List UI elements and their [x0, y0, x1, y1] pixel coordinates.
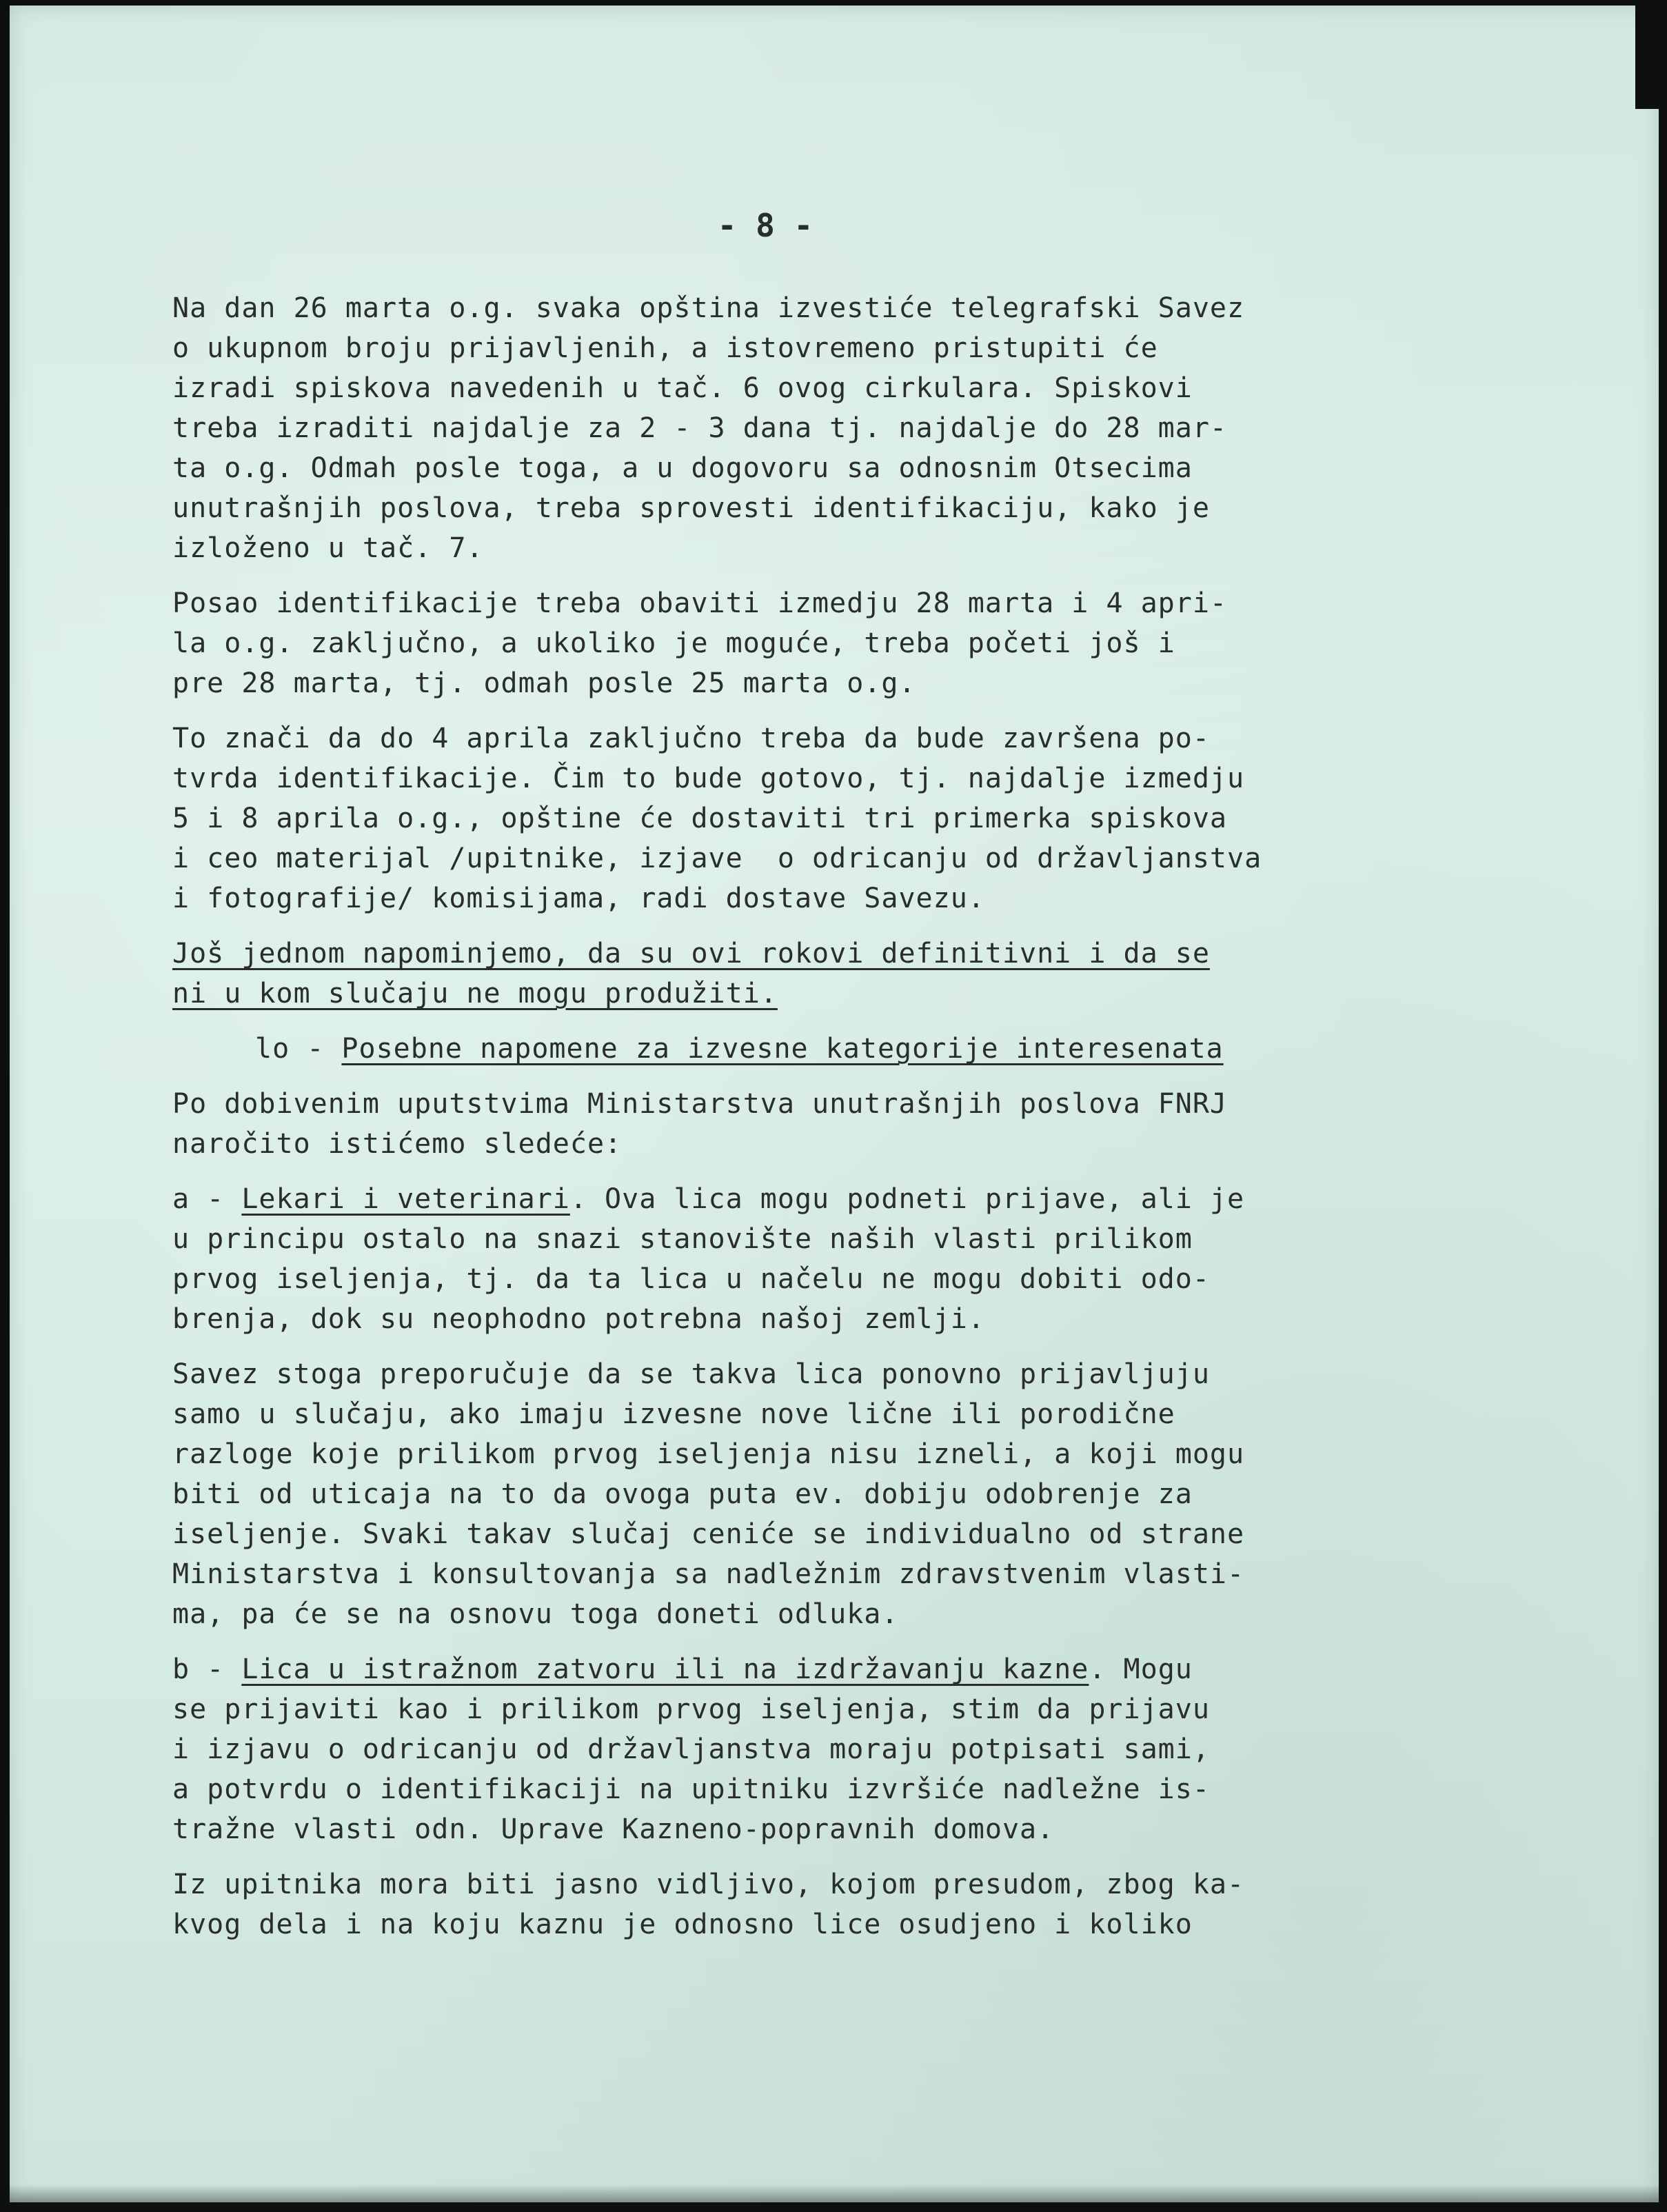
text-line: i izjavu o odricanju od državljanstva moraju potpisati sami, [172, 1733, 1210, 1765]
item-b-lines [172, 1689, 1510, 1849]
item-a-prefix: a - [172, 1183, 242, 1215]
text-line: Ministarstva i konsultovanja sa nadležnim zdravstvenim vlasti- [172, 1558, 1245, 1590]
item-a-lines [172, 1219, 1510, 1339]
paragraph-census-report [172, 288, 1510, 568]
section-heading-10 [172, 1029, 1510, 1069]
text-line: biti od uticaja na to da ovoga puta ev. dobiju odobrenje za [172, 1478, 1193, 1510]
text-line: Po dobivenim uputstvima Ministarstva unutrašnjih poslova FNRJ [172, 1088, 1228, 1120]
text-line: razloge koje prilikom prvog iseljenja nisu izneli, a koji mogu [172, 1438, 1245, 1470]
text-line: i fotografije/ komisijama, radi dostave Savezu. [172, 883, 985, 914]
document-body [172, 207, 1510, 1960]
text-line: pre 28 marta, tj. odmah posle 25 marta o.g. [172, 667, 916, 699]
text-line: naročito istićemo sledeće: [172, 1128, 623, 1160]
text-line: u principu ostalo na snazi stanovište naših vlasti prilikom [172, 1223, 1193, 1255]
paragraph-deadline-warning [172, 934, 1510, 1014]
text-line: Posao identifikacije treba obaviti izmedju 28 marta i 4 apri- [172, 587, 1228, 619]
text-line: iseljenje. Svaki takav slučaj ceniće se individualno od strane [172, 1518, 1245, 1550]
text-line: unutrašnjih poslova, treba sprovesti identifikaciju, kako je [172, 492, 1210, 524]
text-line: 5 i 8 aprila o.g., opštine će dostaviti tri primerka spiskova [172, 803, 1228, 834]
page-number: - 8 - [717, 207, 814, 244]
text-line: izloženo u tač. 7. [172, 532, 484, 564]
item-b-prefix: b - [172, 1653, 242, 1685]
paragraph-identification-period [172, 583, 1510, 703]
scan-bottom-edge [10, 2184, 1659, 2202]
text-line: brenja, dok su neophodno potrebna našoj zemlji. [172, 1303, 985, 1335]
text-line: la o.g. zaključno, a ukoliko je moguće, treba početi još i [172, 627, 1175, 659]
text-line: Iz upitnika mora biti jasno vidljivo, kojom presudom, zbog ka- [172, 1869, 1245, 1900]
item-a-doctors [172, 1179, 1510, 1339]
text-line: Savez stoga preporučuje da se takva lica ponovno prijavljuju [172, 1358, 1210, 1390]
paragraph-deadline-april [172, 718, 1510, 918]
item-a-title: Lekari i veterinari [241, 1183, 570, 1215]
item-b-first-line-rest: . Mogu [1089, 1653, 1193, 1685]
scan-corner-shadow [1635, 6, 1659, 109]
paragraph-savez-recommendation [172, 1354, 1510, 1634]
text-line: Na dan 26 marta o.g. svaka opština izvestiće telegrafski Savez [172, 292, 1245, 324]
text-line: prvog iseljenja, tj. da ta lica u načelu ne mogu dobiti odo- [172, 1263, 1210, 1295]
item-b-title: Lica u istražnom zatvoru ili na izdržavanju kazne [241, 1653, 1089, 1685]
text-line: samo u slučaju, ako imaju izvesne nove lične ili porodične [172, 1398, 1175, 1430]
text-line: o ukupnom broju prijavljenih, a istovremeno pristupiti će [172, 332, 1158, 364]
item-b-detainees [172, 1649, 1510, 1849]
text-line: ta o.g. Odmah posle toga, a u dogovoru sa odnosnim Otsecima [172, 452, 1193, 484]
text-line: izradi spiskova navedenih u tač. 6 ovog cirkulara. Spiskovi [172, 372, 1193, 404]
section-number: lo - [255, 1033, 342, 1065]
text-line: a potvrdu o identifikaciji na upitniku izvršiće nadležne is- [172, 1773, 1210, 1805]
text-line: To znači da do 4 aprila zaključno treba da bude završena po- [172, 723, 1210, 754]
text-line: i ceo materijal /upitnike, izjave o odricanju od državljanstva [172, 843, 1262, 874]
text-line: tvrda identifikacije. Čim to bude gotovo, tj. najdalje izmedju [172, 763, 1245, 794]
text-line: Još jednom napominjemo, da su ovi rokovi definitivni i da se [172, 938, 1210, 969]
section-title: Posebne napomene za izvesne kategorije interesenata [341, 1033, 1224, 1065]
paragraph-questionnaire-sentence [172, 1864, 1510, 1944]
text-line: tražne vlasti odn. Uprave Kazneno-popravnih domova. [172, 1813, 1055, 1845]
text-line: se prijaviti kao i prilikom prvog iseljenja, stim da prijavu [172, 1693, 1210, 1725]
text-line: ma, pa će se na osnovu toga doneti odluka. [172, 1598, 899, 1630]
text-line: treba izraditi najdalje za 2 - 3 dana tj. najdalje do 28 mar- [172, 412, 1228, 444]
item-a-first-line-rest: . Ova lica mogu podneti prijave, ali je [569, 1183, 1245, 1215]
text-line: kvog dela i na koju kaznu je odnosno lice osudjeno i koliko [172, 1909, 1193, 1940]
text-line: ni u kom slučaju ne mogu produžiti. [172, 978, 778, 1009]
paragraph-ministry-instructions [172, 1084, 1510, 1164]
